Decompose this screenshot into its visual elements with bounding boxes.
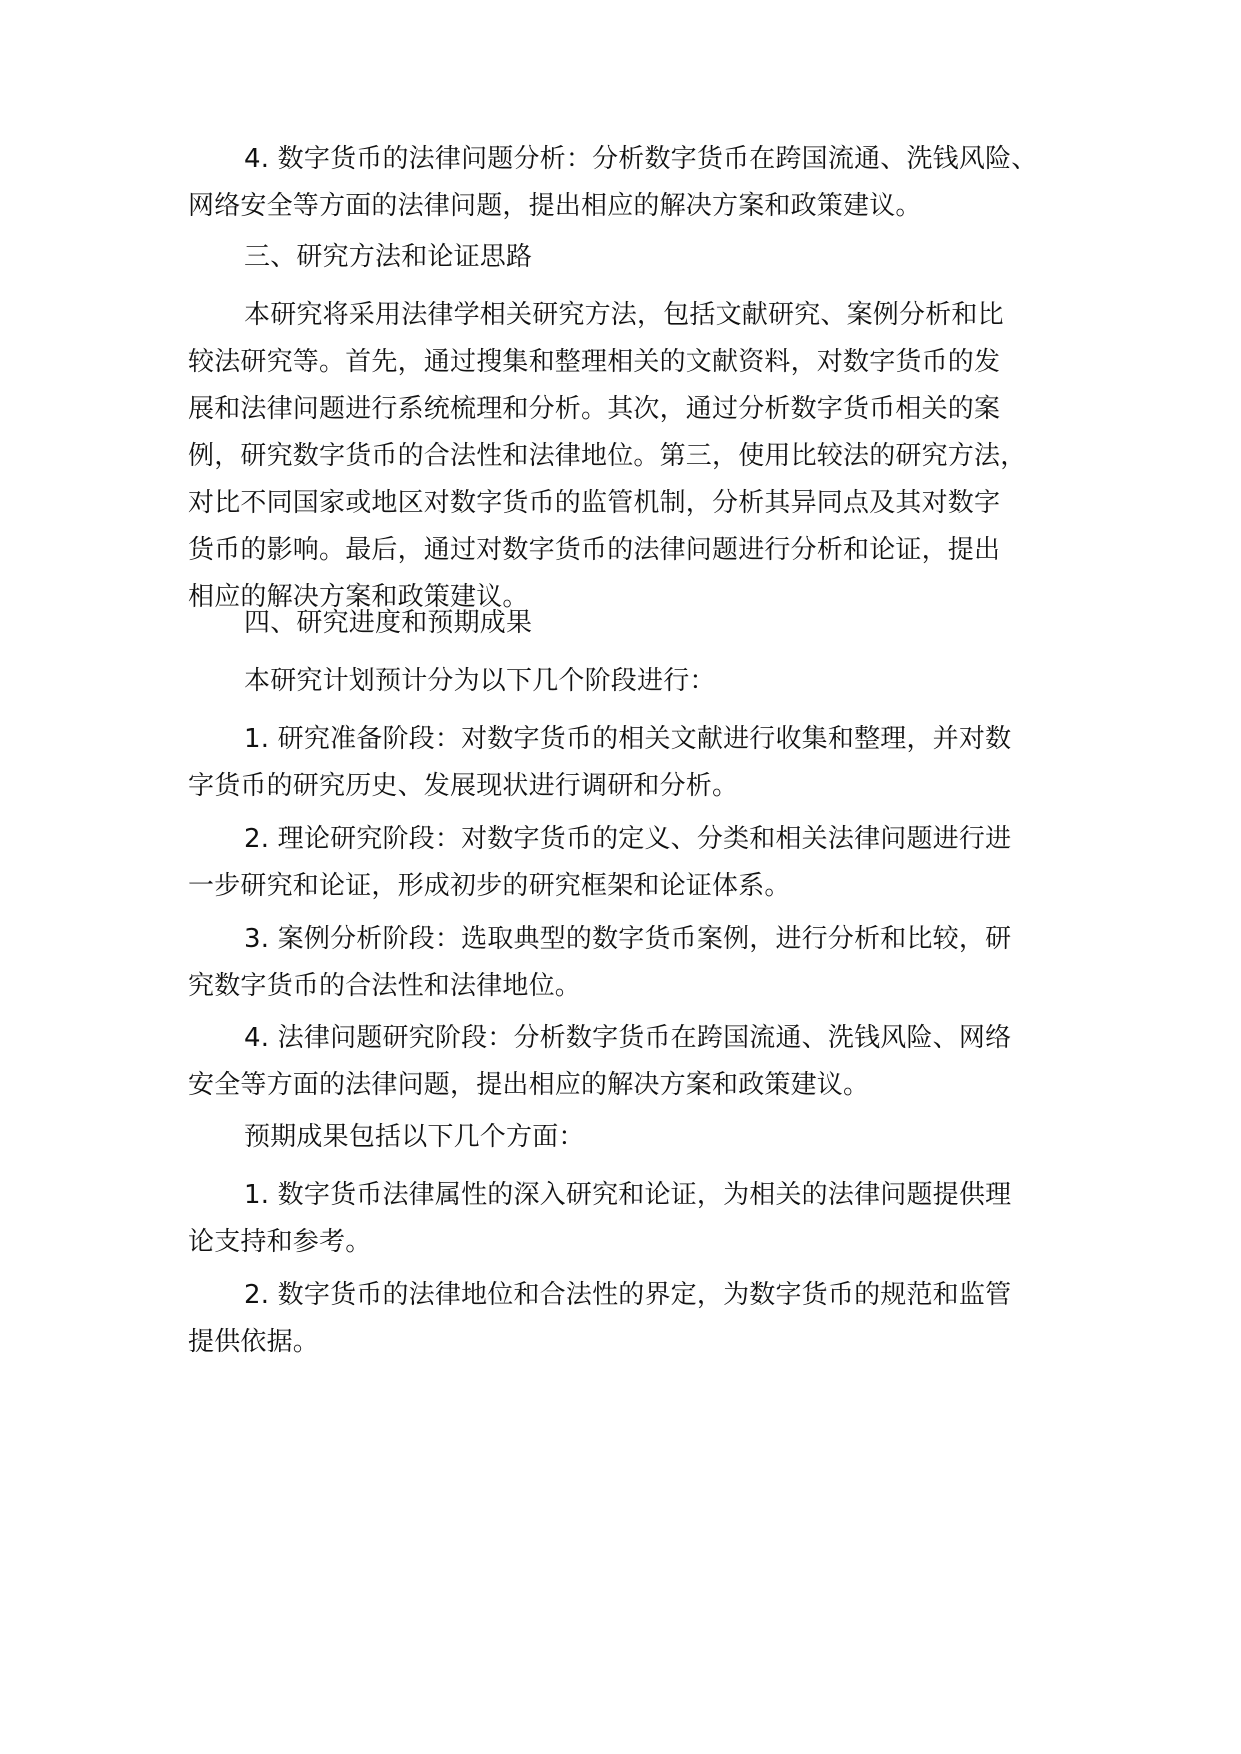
text-line: 安全等方面的法律问题，提出相应的解决方案和政策建议。 [188, 1070, 870, 1100]
text-line: 一步研究和论证，形成初步的研究框架和论证体系。 [188, 871, 791, 901]
text-line: 展和法律问题进行系统梳理和分析。其次，通过分析数字货币相关的案 [188, 394, 1001, 424]
text-line: 字货币的研究历史、发展现状进行调研和分析。 [188, 771, 739, 801]
text-line: 较法研究等。首先，通过搜集和整理相关的文献资料，对数字货币的发 [188, 347, 1001, 377]
text-line: 3. 案例分析阶段：选取典型的数字货币案例，进行分析和比较，研 [244, 924, 1012, 954]
paragraph-outcomes-intro [188, 1114, 1088, 1161]
paragraph-stage-1 [188, 716, 1088, 810]
text-line: 论支持和参考。 [188, 1227, 372, 1257]
text-line: 1. 研究准备阶段：对数字货币的相关文献进行收集和整理，并对数 [244, 724, 1012, 754]
text-line: 2. 理论研究阶段：对数字货币的定义、分类和相关法律问题进行进 [244, 824, 1012, 854]
section-heading-progress [188, 600, 1088, 647]
paragraph-methods [188, 292, 1088, 621]
text-line: 例，研究数字货币的合法性和法律地位。第三，使用比较法的研究方法， [188, 441, 1027, 471]
text-line: 货币的影响。最后，通过对数字货币的法律问题进行分析和论证，提出 [188, 535, 1001, 565]
text-line: 预期成果包括以下几个方面： [244, 1122, 585, 1152]
text-line: 2. 数字货币的法律地位和合法性的界定，为数字货币的规范和监管 [244, 1280, 1012, 1310]
paragraph-stages-intro [188, 658, 1088, 705]
text-line: 4. 法律问题研究阶段：分析数字货币在跨国流通、洗钱风险、网络 [244, 1023, 1012, 1053]
text-line: 网络安全等方面的法律问题，提出相应的解决方案和政策建议。 [188, 191, 922, 221]
text-line: 对比不同国家或地区对数字货币的监管机制，分析其异同点及其对数字 [188, 488, 1001, 518]
paragraph-outcome-2 [188, 1272, 1088, 1366]
text-line: 究数字货币的合法性和法律地位。 [188, 971, 582, 1001]
paragraph-outcome-1 [188, 1172, 1088, 1266]
heading-text: 三、研究方法和论证思路 [244, 242, 533, 272]
paragraph-stage-3 [188, 916, 1088, 1010]
text-line: 相应的解决方案和政策建议。 [188, 582, 529, 612]
text-line: 4. 数字货币的法律问题分析：分析数字货币在跨国流通、洗钱风险、 [244, 144, 1038, 174]
heading-text: 四、研究进度和预期成果 [244, 608, 533, 638]
paragraph-legal-issues-analysis [188, 136, 1088, 230]
text-line: 本研究将采用法律学相关研究方法，包括文献研究、案例分析和比 [244, 300, 1004, 330]
text-line: 1. 数字货币法律属性的深入研究和论证，为相关的法律问题提供理 [244, 1180, 1012, 1210]
text-line: 本研究计划预计分为以下几个阶段进行： [244, 666, 716, 696]
paragraph-stage-4 [188, 1015, 1088, 1109]
paragraph-stage-2 [188, 816, 1088, 910]
section-heading-methods [188, 234, 1088, 281]
text-line: 提供依据。 [188, 1327, 320, 1357]
